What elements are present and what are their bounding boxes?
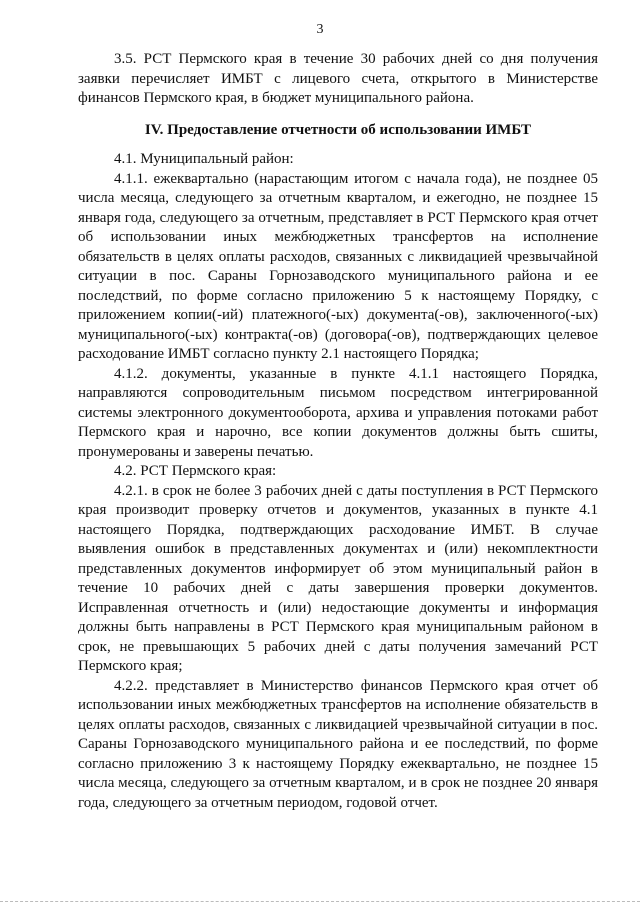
paragraph-4-1-1: 4.1.1. ежеквартально (нарастающим итогом с начала года), не позднее 05 числа месяца, следующего за отчетным кварталом, и ежегодно, не позднее 15 января года, следующего за отчетным, представляет в РСТ Пермского края отчет об использовании иных межбюджетных трансфертов на исполнение обязательств в целях оплаты расходов, связанных с ликвидацией чрезвычайной ситуации в пос. Сараны Горнозаводского муниципального района и ее последствий, по форме согласно приложению 5 к настоящему Порядку, с приложением копии(-ий) платежного(-ых) документа(-ов), заключенного(-ых) муниципального(-ых) контракта(-ов) (договора(-ов), подтверждающих целевое расходование ИМБТ согласно пункту 2.1 настоящего Порядка; <box>78 170 598 362</box>
paragraph-4-2-1: 4.2.1. в срок не более 3 рабочих дней с даты поступления в РСТ Пермского края производит проверку отчетов и документов, указанных в пункте 4.1 настоящего Порядка, подтверждающих расходование ИМБТ. В случае выявления ошибок в представленных документах и (или) некомплектности представленных документов информирует об этом муниципальный район в течение 10 рабочих дней с даты завершения проверки документов. Исправленная отчетность и (или) недостающие документы и информация должны быть направлены в РСТ Пермского края муниципальным районом в срок, не превышающих 5 рабочих дней с даты получения замечаний РСТ Пермского края; <box>78 482 598 674</box>
paragraph-4-2-2: 4.2.2. представляет в Министерство финансов Пермского края отчет об использовании иных межбюджетных трансфертов на исполнение обязательств в целях оплаты расходов, связанных с ликвидацией чрезвычайной ситуации в пос. Сараны Горнозаводского муниципального района и ее последствий, по форме согласно приложению 3 к настоящему Порядку ежеквартально, не позднее 15 числа месяца, следующего за отчетным кварталом, и в срок не позднее 20 января года, следующего за отчетным периодом, годовой отчет. <box>78 677 598 811</box>
scan-bottom-edge <box>0 901 640 905</box>
paragraph-3-5: 3.5. РСТ Пермского края в течение 30 рабочих дней со дня получения заявки перечисляет ИМБТ с лицевого счета, открытого в Министерстве финансов Пермского края, в бюджет муниципального района. <box>78 51 598 106</box>
paragraph-4-2: 4.2. РСТ Пермского края: <box>114 463 277 479</box>
paragraph-4-1: 4.1. Муниципальный район: <box>114 151 294 167</box>
paragraph-4-1-2: 4.1.2. документы, указанные в пункте 4.1.1 настоящего Порядка, направляются сопроводительным письмом посредством интегрированной системы электронного документооборота, архива и управления потоками работ Пермского края и нарочно, все копии документов должны быть сшиты, пронумерованы и заверены печатью. <box>78 365 598 460</box>
section-iv-heading: IV. Предоставление отчетности об использовании ИМБТ <box>144 121 532 138</box>
document-body <box>78 50 598 813</box>
page-number: 3 <box>316 22 324 37</box>
